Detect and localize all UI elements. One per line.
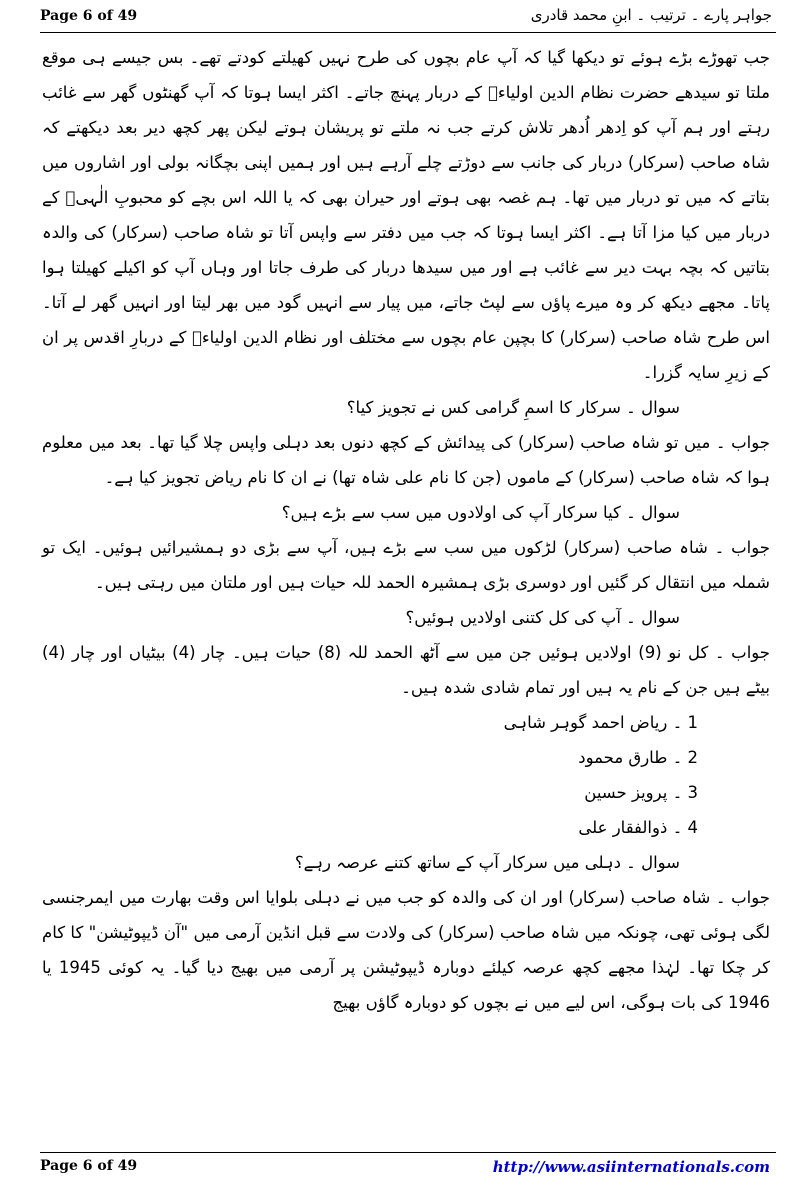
answer-eldest: جواب ۔ شاہ صاحب (سرکار) لڑکوں میں سب سے بڑے ہیں، آپ سے بڑی دو ہمشیرائیں ہوئیں۔ ایک تو شملہ میں انتقال کر گئیں اور دوسری بڑی ہمشیرہ الحمد للہ حیات ہیں اور ملتان میں رہتی ہیں۔	[42, 538, 770, 592]
book-title: جواہر پارے ۔ ترتیب ۔ ابنِ محمد قادری	[530, 6, 772, 24]
answer-name: جواب ۔ میں تو شاہ صاحب (سرکار) کی پیدائش کے کچھ دنوں بعد دہلی واپس چلا گیا تھا۔ بعد میں معلوم ہوا کہ شاہ صاحب (سرکار) کے ماموں (جن کا نام علی شاہ تھا) نے ان کا نام ریاض تجویز کیا ہے۔	[42, 433, 770, 487]
page-header	[40, 4, 772, 28]
page-footer	[40, 1158, 770, 1182]
list-item: 2 ۔ طارق محمود	[578, 748, 698, 767]
paragraph-childhood: جب تھوڑے بڑے ہوئے تو دیکھا گیا کہ آپ عام بچوں کی طرح نہیں کھیلتے کودتے تھے۔ بس جیسے ہی موقع ملتا تو سیدھے حضرت نظام الدین اولیاءؒ کے دربار پہنچ جاتے۔ اکثر ایسا ہوتا کہ آپ گھنٹوں گھر سے غائب رہتے اور ہم آپ کو اِدھر اُدھر تلاش کرتے جب نہ ملتے تو پریشان ہوتے لیکن پھر کچھ دیر بعد دیکھتے کہ شاہ صاحب (سرکار) دربار کی جانب سے دوڑتے چلے آرہے ہیں اور ہمیں اپنی بچگانہ بولی اور اشاروں میں بتاتے کہ میں تو دربار میں تھا۔ ہم غصہ بھی ہوتے اور حیران بھی کہ یا اللہ اس بچے کو محبوبِ الٰہیؒ کے دربار میں کیا مزا آتا ہے۔ اکثر ایسا ہوتا کہ جب میں دفتر سے واپس آتا تو شاہ صاحب (سرکار) کی والدہ بتاتیں کہ بچہ بہت دیر سے غائب ہے اور میں سیدھا دربار کی طرف جاتا اور وہاں آپ کو اکیلے کھیلتا ہوا پاتا۔ مجھے دیکھ کر وہ میرے پاؤں سے لپٹ جاتے، میں پیار سے انہیں گود میں بھر لیتا اور انہیں گھر لے آتا۔ اس طرح شاہ صاحب (سرکار) کا بچپن عام بچوں سے مختلف اور نظام الدین اولیاءؒ کے دربارِ اقدس پر ان کے زیرِ سایہ گزرا۔	[42, 48, 770, 382]
document-body	[42, 40, 770, 1020]
answer-delhi: جواب ۔ شاہ صاحب (سرکار) اور ان کی والدہ کو جب میں نے دہلی بلوایا اس وقت بھارت میں ایمرجنسی لگی ہوئی تھی، چونکہ میں شاہ صاحب (سرکار) کی ولادت سے قبل انڈین آرمی میں "آن ڈیپوٹیشن" کا کام کر چکا تھا۔ لہٰذا مجھے کچھ عرصہ کیلئے دوبارہ ڈیپوٹیشن پر آرمی میں بھیج دیا گیا۔ یہ کوئی 1945 یا 1946 کی بات ہوگی، اس لیے میں نے بچوں کو دوبارہ گاؤں بھیج	[42, 888, 770, 1012]
list-item: 3 ۔ پرویز حسین	[584, 783, 698, 802]
header-divider	[40, 32, 776, 33]
question-children: سوال ۔ آپ کی کل کتنی اولادیں ہوئیں؟	[405, 608, 680, 627]
question-name: سوال ۔ سرکار کا اسمِ گرامی کس نے تجویز کیا؟	[346, 398, 680, 417]
question-delhi: سوال ۔ دہلی میں سرکار آپ کے ساتھ کتنے عرصہ رہے؟	[294, 853, 680, 872]
answer-children: جواب ۔ کل نو (9) اولادیں ہوئیں جن میں سے آٹھ الحمد للہ (8) حیات ہیں۔ چار (4) بیٹیاں اور چار (4) بیٹے ہیں جن کے نام یہ ہیں اور تمام شادی شدہ ہیں۔	[42, 643, 771, 697]
question-eldest: سوال ۔ کیا سرکار آپ کی اولادوں میں سب سے بڑے ہیں؟	[281, 503, 680, 522]
footer-page-number: Page 6 of 49	[40, 1158, 138, 1174]
list-item: 4 ۔ ذوالفقار علی	[578, 818, 698, 837]
list-item: 1 ۔ ریاض احمد گوہر شاہی	[503, 713, 698, 732]
page-number: Page 6 of 49	[40, 8, 138, 24]
footer-divider	[40, 1152, 776, 1153]
website-link[interactable]: http://www.asiinternationals.com	[492, 1158, 770, 1176]
